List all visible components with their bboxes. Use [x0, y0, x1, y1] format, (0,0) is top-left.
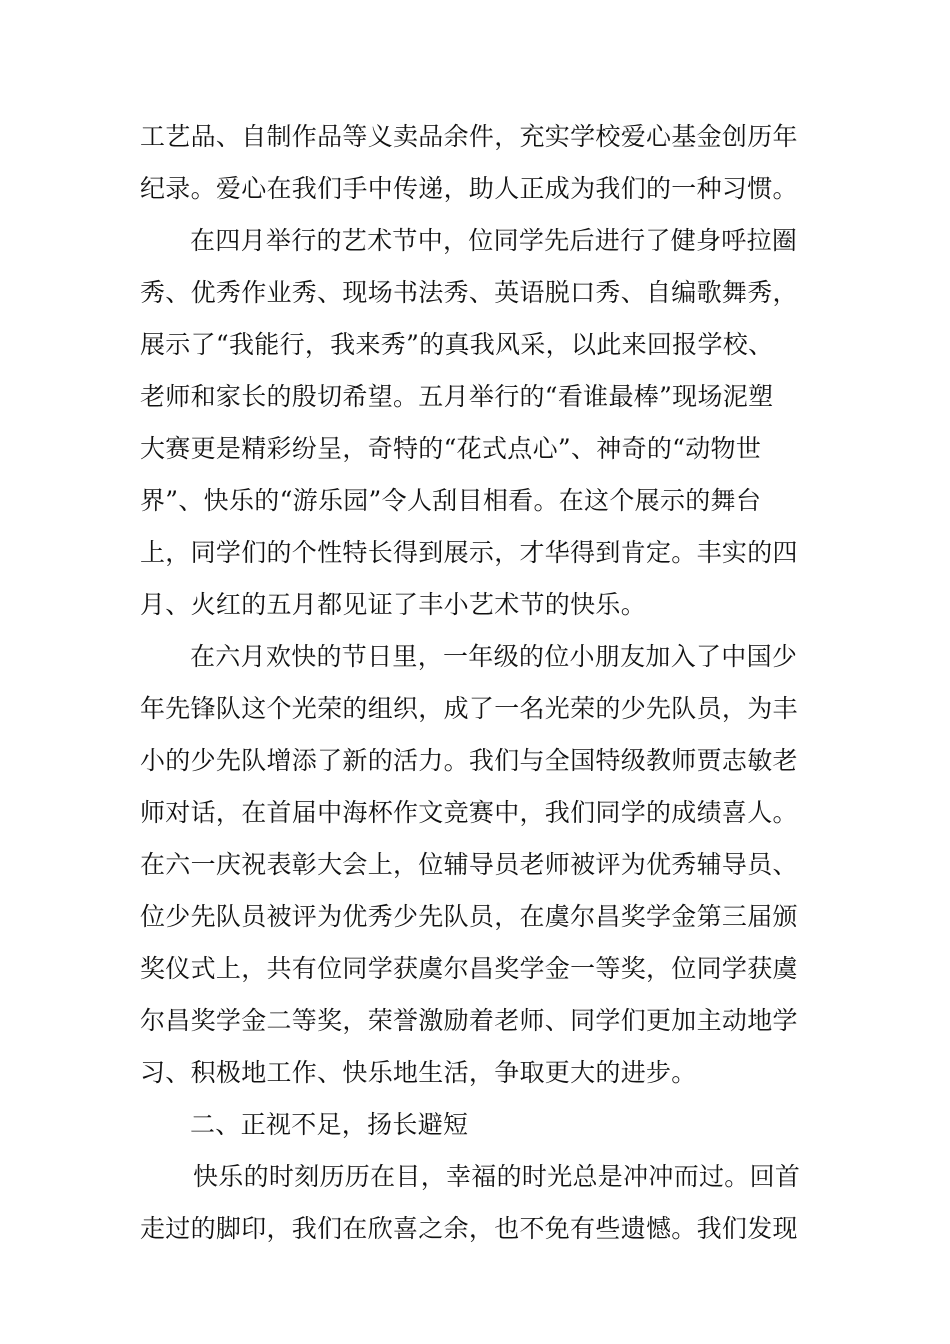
text-line: 展示了“我能行，我来秀”的真我风采，以此来回报学校、	[140, 330, 774, 359]
text-line: 小的少先队增添了新的活力。我们与全国特级教师贾志敏老	[140, 746, 798, 775]
text-line: 走过的脚印，我们在欣喜之余，也不免有些遗憾。我们发现	[140, 1214, 798, 1243]
text-line: 在六一庆祝表彰大会上，位辅导员老师被评为优秀辅导员、	[140, 850, 798, 879]
text-line: 秀、优秀作业秀、现场书法秀、英语脱口秀、自编歌舞秀，	[140, 278, 798, 307]
text-line: 年先锋队这个光荣的组织，成了一名光荣的少先队员，为丰	[140, 694, 798, 723]
text-line: 上，同学们的个性特长得到展示，才华得到肯定。丰实的四	[140, 538, 798, 567]
text-line: 纪录。爱心在我们手中传递，助人正成为我们的一种习惯。	[140, 174, 798, 203]
text-line: 界”、快乐的“游乐园”令人刮目相看。在这个展示的舞台	[140, 486, 762, 515]
text-line: 尔昌奖学金二等奖，荣誉激励着老师、同学们更加主动地学	[140, 1006, 798, 1035]
text-line: 月、火红的五月都见证了丰小艺术节的快乐。	[140, 590, 647, 619]
section-heading: 二、正视不足，扬长避短	[190, 1110, 469, 1139]
paragraph-start-line: 在六月欢快的节日里，一年级的位小朋友加入了中国少	[190, 642, 798, 671]
text-line: 位少先队员被评为优秀少先队员，在虞尔昌奖学金第三届颁	[140, 902, 798, 931]
paragraph-start-line: 在四月举行的艺术节中，位同学先后进行了健身呼拉圈	[190, 226, 798, 255]
text-line: 老师和家长的殷切希望。五月举行的“看谁最棒”现场泥塑	[140, 382, 774, 411]
body-text	[140, 111, 840, 1255]
text-line: 习、积极地工作、快乐地生活，争取更大的进步。	[140, 1058, 697, 1087]
text-line: 师对话，在首届中海杯作文竞赛中，我们同学的成绩喜人。	[140, 798, 798, 827]
text-line: 大赛更是精彩纷呈，奇特的“花式点心”、神奇的“动物世	[140, 434, 762, 463]
paragraph-start-line: 快乐的时刻历历在目，幸福的时光总是冲冲而过。回首	[193, 1162, 801, 1191]
text-line: 奖仪式上，共有位同学获虞尔昌奖学金一等奖，位同学获虞	[140, 954, 798, 983]
text-line: 工艺品、自制作品等义卖品余件，充实学校爱心基金创历年	[140, 122, 798, 151]
